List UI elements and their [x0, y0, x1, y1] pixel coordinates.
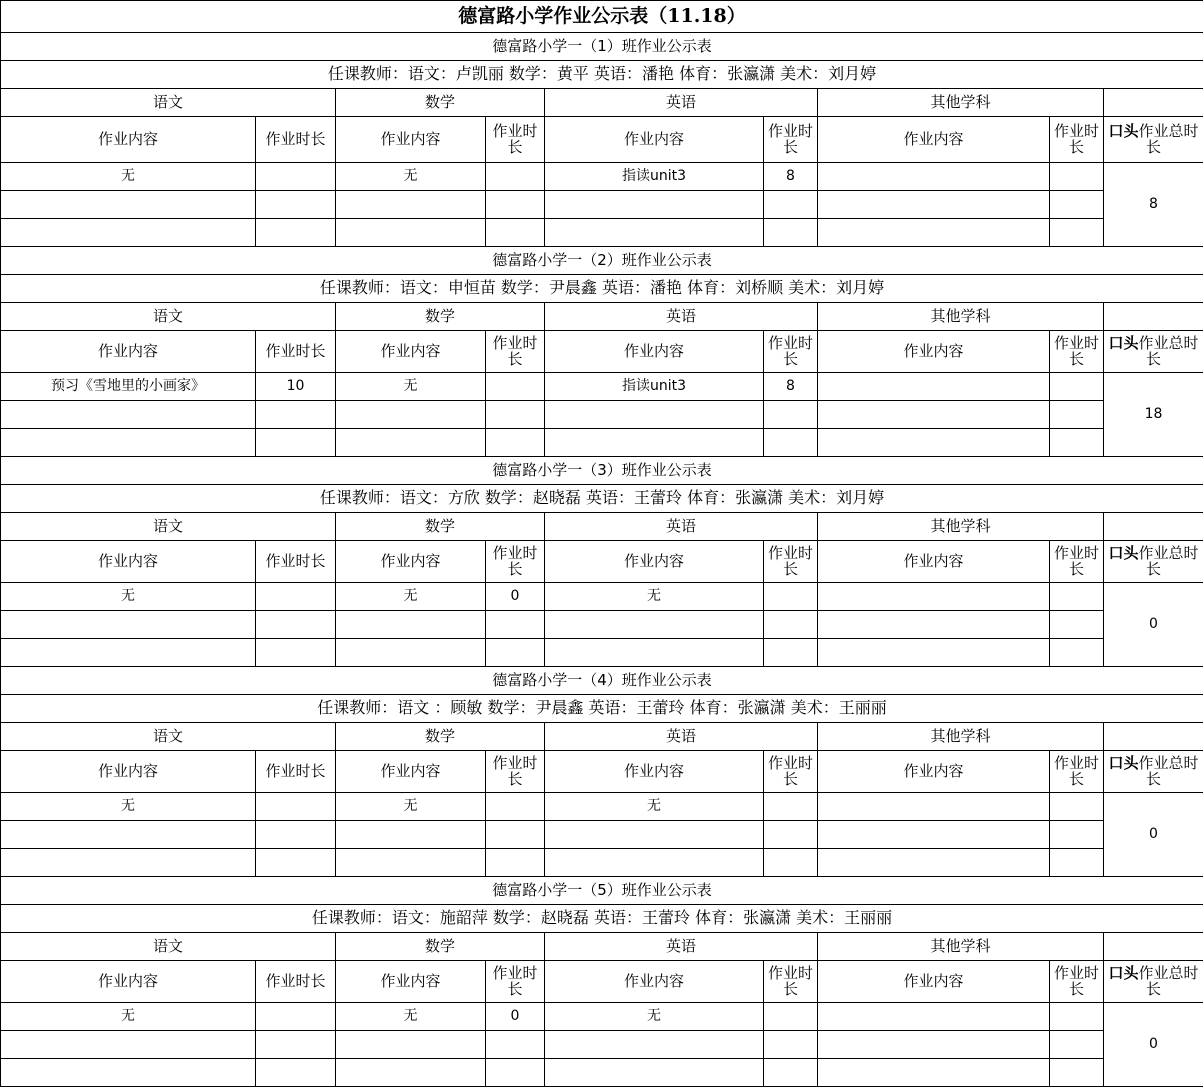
class-title: 德富路小学一（3）班作业公示表 — [1, 457, 1203, 485]
homework-duration-cell — [486, 821, 545, 849]
total-duration-cell: 0 — [1104, 1003, 1203, 1087]
homework-duration-cell — [256, 639, 336, 667]
homework-duration-cell — [486, 1059, 545, 1087]
sheet-title: 德富路小学作业公示表（11.18） — [1, 1, 1203, 33]
class-title: 德富路小学一（2）班作业公示表 — [1, 247, 1203, 275]
homework-content-cell — [336, 821, 486, 849]
teachers-line: 任课教师：语文：方欣 数学：赵晓磊 英语：王蕾玲 体育：张瀛潇 美术：刘月婷 — [1, 485, 1203, 513]
class-title: 德富路小学一（5）班作业公示表 — [1, 877, 1203, 905]
homework-duration-cell — [764, 849, 818, 877]
homework-duration-cell — [256, 163, 336, 191]
title-row — [1, 1, 1203, 33]
homework-duration-cell — [256, 429, 336, 457]
table-row — [1, 1003, 1203, 1031]
homework-duration-cell: 0 — [486, 1003, 545, 1031]
duration-header: 作业时长 — [256, 117, 336, 163]
content-header: 作业内容 — [336, 331, 486, 373]
duration-header: 作业时长 — [764, 961, 818, 1003]
class-title: 德富路小学一（1）班作业公示表 — [1, 33, 1203, 61]
homework-content-cell: 指读unit3 — [545, 373, 764, 401]
oral-total-label: 作业总时长 — [1139, 754, 1199, 788]
subject-header-row — [1, 933, 1203, 961]
homework-content-cell — [818, 401, 1050, 429]
homework-duration-cell — [486, 611, 545, 639]
homework-content-cell — [1, 611, 256, 639]
homework-duration-cell — [1050, 639, 1104, 667]
homework-duration-cell — [486, 849, 545, 877]
subject-header: 其他学科 — [818, 89, 1104, 117]
class-title: 德富路小学一（4）班作业公示表 — [1, 667, 1203, 695]
homework-duration-cell — [256, 583, 336, 611]
homework-duration-cell — [764, 219, 818, 247]
oral-total-label: 作业总时长 — [1139, 964, 1199, 998]
homework-content-cell — [1, 429, 256, 457]
oral-total-label: 作业总时长 — [1139, 544, 1199, 578]
content-header: 作业内容 — [818, 117, 1050, 163]
homework-duration-cell — [1050, 1031, 1104, 1059]
class-header-row — [1, 877, 1203, 905]
homework-duration-cell — [764, 1059, 818, 1087]
oral-label: 口头 — [1108, 122, 1138, 140]
homework-content-cell — [1, 401, 256, 429]
homework-content-cell — [336, 1059, 486, 1087]
table-row — [1, 849, 1203, 877]
oral-total-header — [1104, 331, 1203, 373]
blank-cell — [1104, 933, 1203, 961]
subject-header: 数学 — [336, 513, 545, 541]
oral-total-header — [1104, 541, 1203, 583]
subject-header: 英语 — [545, 303, 818, 331]
table-row — [1, 1059, 1203, 1087]
homework-duration-cell — [1050, 611, 1104, 639]
homework-duration-cell — [486, 639, 545, 667]
content-header: 作业内容 — [336, 751, 486, 793]
homework-content-cell — [545, 1059, 764, 1087]
oral-total-label: 作业总时长 — [1139, 334, 1199, 368]
table-row — [1, 583, 1203, 611]
content-header: 作业内容 — [1, 117, 256, 163]
homework-content-cell — [818, 583, 1050, 611]
content-header: 作业内容 — [545, 961, 764, 1003]
homework-duration-cell — [764, 1003, 818, 1031]
homework-duration-cell: 8 — [764, 373, 818, 401]
homework-content-cell — [818, 1059, 1050, 1087]
content-header: 作业内容 — [336, 961, 486, 1003]
oral-label: 口头 — [1108, 334, 1138, 352]
homework-content-cell: 无 — [545, 583, 764, 611]
subject-header: 英语 — [545, 89, 818, 117]
subject-header: 英语 — [545, 723, 818, 751]
duration-header: 作业时长 — [256, 541, 336, 583]
table-row — [1, 1031, 1203, 1059]
subject-header: 语文 — [1, 89, 336, 117]
duration-header: 作业时长 — [764, 541, 818, 583]
homework-duration-cell — [486, 793, 545, 821]
table-row — [1, 373, 1203, 401]
homework-content-cell — [545, 429, 764, 457]
subject-header-row — [1, 303, 1203, 331]
blank-cell — [1104, 513, 1203, 541]
homework-content-cell: 无 — [336, 163, 486, 191]
subject-header: 其他学科 — [818, 723, 1104, 751]
table-row — [1, 639, 1203, 667]
homework-content-cell: 无 — [545, 793, 764, 821]
homework-duration-cell — [764, 191, 818, 219]
homework-duration-cell — [486, 429, 545, 457]
oral-label: 口头 — [1108, 544, 1138, 562]
homework-duration-cell — [486, 373, 545, 401]
content-header: 作业内容 — [336, 541, 486, 583]
homework-duration-cell — [486, 401, 545, 429]
homework-duration-cell — [256, 1031, 336, 1059]
content-header: 作业内容 — [818, 331, 1050, 373]
homework-duration-cell — [256, 849, 336, 877]
homework-duration-cell — [486, 191, 545, 219]
homework-content-cell — [818, 191, 1050, 219]
homework-content-cell — [545, 821, 764, 849]
homework-content-cell — [818, 611, 1050, 639]
column-header-row — [1, 961, 1203, 1003]
subject-header: 数学 — [336, 303, 545, 331]
duration-header: 作业时长 — [486, 331, 545, 373]
class-header-row — [1, 247, 1203, 275]
homework-content-cell: 指读unit3 — [545, 163, 764, 191]
duration-header: 作业时长 — [1050, 117, 1104, 163]
content-header: 作业内容 — [545, 751, 764, 793]
homework-content-cell — [1, 1059, 256, 1087]
homework-duration-cell — [1050, 191, 1104, 219]
duration-header: 作业时长 — [764, 117, 818, 163]
homework-duration-cell — [1050, 849, 1104, 877]
teachers-row — [1, 275, 1203, 303]
homework-duration-cell: 8 — [764, 163, 818, 191]
subject-header: 语文 — [1, 933, 336, 961]
homework-content-cell — [818, 219, 1050, 247]
homework-duration-cell — [1050, 1003, 1104, 1031]
duration-header: 作业时长 — [486, 541, 545, 583]
teachers-row — [1, 485, 1203, 513]
content-header: 作业内容 — [1, 961, 256, 1003]
homework-duration-cell — [1050, 429, 1104, 457]
homework-duration-cell: 0 — [486, 583, 545, 611]
homework-duration-cell — [1050, 219, 1104, 247]
content-header: 作业内容 — [545, 117, 764, 163]
homework-content-cell: 无 — [1, 163, 256, 191]
oral-total-header — [1104, 961, 1203, 1003]
teachers-row — [1, 61, 1203, 89]
homework-duration-cell — [1050, 401, 1104, 429]
homework-duration-cell — [764, 583, 818, 611]
homework-content-cell — [545, 401, 764, 429]
content-header: 作业内容 — [1, 331, 256, 373]
subject-header: 英语 — [545, 933, 818, 961]
homework-duration-cell — [764, 1031, 818, 1059]
duration-header: 作业时长 — [486, 751, 545, 793]
homework-content-cell — [336, 849, 486, 877]
duration-header: 作业时长 — [764, 331, 818, 373]
table-row — [1, 793, 1203, 821]
homework-duration-cell — [764, 793, 818, 821]
homework-content-cell — [336, 429, 486, 457]
duration-header: 作业时长 — [486, 961, 545, 1003]
homework-duration-cell — [764, 401, 818, 429]
teachers-row — [1, 905, 1203, 933]
content-header: 作业内容 — [818, 961, 1050, 1003]
oral-label: 口头 — [1108, 964, 1138, 982]
blank-cell — [1104, 723, 1203, 751]
homework-content-cell — [336, 1031, 486, 1059]
homework-content-cell — [336, 611, 486, 639]
column-header-row — [1, 117, 1203, 163]
homework-content-cell — [336, 219, 486, 247]
homework-content-cell — [818, 821, 1050, 849]
duration-header: 作业时长 — [1050, 751, 1104, 793]
subject-header-row — [1, 723, 1203, 751]
homework-content-cell: 无 — [336, 1003, 486, 1031]
duration-header: 作业时长 — [1050, 331, 1104, 373]
homework-duration-cell — [764, 639, 818, 667]
homework-duration-cell — [764, 429, 818, 457]
duration-header: 作业时长 — [486, 117, 545, 163]
total-duration-cell: 18 — [1104, 373, 1203, 457]
homework-content-cell — [818, 849, 1050, 877]
homework-duration-cell — [486, 219, 545, 247]
duration-header: 作业时长 — [256, 331, 336, 373]
homework-content-cell: 无 — [1, 1003, 256, 1031]
homework-content-cell — [545, 611, 764, 639]
teachers-line: 任课教师：语文：施韶萍 数学：赵晓磊 英语：王蕾玲 体育：张瀛潇 美术：王丽丽 — [1, 905, 1203, 933]
table-row — [1, 401, 1203, 429]
total-duration-cell: 0 — [1104, 793, 1203, 877]
homework-duration-cell — [1050, 793, 1104, 821]
homework-content-cell — [818, 793, 1050, 821]
homework-duration-cell — [256, 191, 336, 219]
homework-duration-cell — [256, 1003, 336, 1031]
homework-duration-cell — [1050, 1059, 1104, 1087]
table-row — [1, 429, 1203, 457]
homework-content-cell — [818, 639, 1050, 667]
subject-header: 英语 — [545, 513, 818, 541]
oral-total-label: 作业总时长 — [1139, 122, 1199, 156]
subject-header: 数学 — [336, 723, 545, 751]
homework-content-cell — [818, 429, 1050, 457]
total-duration-cell: 8 — [1104, 163, 1203, 247]
homework-content-cell — [1, 1031, 256, 1059]
table-row — [1, 821, 1203, 849]
column-header-row — [1, 751, 1203, 793]
class-header-row — [1, 667, 1203, 695]
subject-header: 数学 — [336, 933, 545, 961]
subject-header-row — [1, 513, 1203, 541]
subject-header: 语文 — [1, 723, 336, 751]
homework-content-cell — [1, 219, 256, 247]
homework-content-cell: 无 — [1, 793, 256, 821]
homework-duration-cell — [256, 219, 336, 247]
class-header-row — [1, 33, 1203, 61]
blank-cell — [1104, 89, 1203, 117]
subject-header-row — [1, 89, 1203, 117]
content-header: 作业内容 — [1, 541, 256, 583]
oral-total-header — [1104, 117, 1203, 163]
total-duration-cell: 0 — [1104, 583, 1203, 667]
teachers-line: 任课教师：语文：申恒苗 数学：尹晨鑫 英语：潘艳 体育：刘桥顺 美术：刘月婷 — [1, 275, 1203, 303]
homework-duration-cell — [764, 821, 818, 849]
class-header-row — [1, 457, 1203, 485]
content-header: 作业内容 — [336, 117, 486, 163]
subject-header: 其他学科 — [818, 303, 1104, 331]
duration-header: 作业时长 — [764, 751, 818, 793]
column-header-row — [1, 541, 1203, 583]
homework-duration-cell — [1050, 373, 1104, 401]
subject-header: 语文 — [1, 303, 336, 331]
homework-duration-cell — [256, 401, 336, 429]
homework-content-cell — [1, 191, 256, 219]
homework-duration-cell — [256, 821, 336, 849]
homework-duration-cell — [486, 163, 545, 191]
homework-content-cell — [336, 401, 486, 429]
teachers-row — [1, 695, 1203, 723]
table-row — [1, 611, 1203, 639]
homework-content-cell — [545, 219, 764, 247]
homework-content-cell — [545, 639, 764, 667]
subject-header: 其他学科 — [818, 513, 1104, 541]
homework-content-cell — [1, 639, 256, 667]
homework-content-cell — [818, 373, 1050, 401]
homework-duration-cell — [1050, 583, 1104, 611]
homework-content-cell — [818, 1031, 1050, 1059]
homework-content-cell — [336, 191, 486, 219]
duration-header: 作业时长 — [1050, 541, 1104, 583]
teachers-line: 任课教师：语文：卢凯丽 数学：黄平 英语：潘艳 体育：张瀛潇 美术：刘月婷 — [1, 61, 1203, 89]
homework-content-cell — [818, 1003, 1050, 1031]
homework-content-cell: 无 — [1, 583, 256, 611]
blank-cell — [1104, 303, 1203, 331]
homework-content-cell: 无 — [336, 793, 486, 821]
homework-duration-cell — [256, 1059, 336, 1087]
homework-content-cell — [545, 191, 764, 219]
content-header: 作业内容 — [545, 541, 764, 583]
duration-header: 作业时长 — [256, 961, 336, 1003]
subject-header: 数学 — [336, 89, 545, 117]
homework-content-cell — [1, 821, 256, 849]
homework-content-cell — [545, 849, 764, 877]
homework-duration-cell — [1050, 163, 1104, 191]
homework-content-cell: 无 — [336, 583, 486, 611]
duration-header: 作业时长 — [256, 751, 336, 793]
table-row — [1, 163, 1203, 191]
homework-content-cell: 预习《雪地里的小画家》 — [1, 373, 256, 401]
homework-content-cell: 无 — [336, 373, 486, 401]
content-header: 作业内容 — [1, 751, 256, 793]
duration-header: 作业时长 — [1050, 961, 1104, 1003]
homework-duration-cell: 10 — [256, 373, 336, 401]
teachers-line: 任课教师：语文 ：顾敏 数学：尹晨鑫 英语：王蕾玲 体育：张瀛潇 美术：王丽丽 — [1, 695, 1203, 723]
homework-content-cell — [545, 1031, 764, 1059]
homework-duration-cell — [256, 793, 336, 821]
content-header: 作业内容 — [818, 751, 1050, 793]
table-row — [1, 191, 1203, 219]
subject-header: 语文 — [1, 513, 336, 541]
homework-content-cell — [336, 639, 486, 667]
homework-duration-cell — [1050, 821, 1104, 849]
content-header: 作业内容 — [545, 331, 764, 373]
table-row — [1, 219, 1203, 247]
oral-total-header — [1104, 751, 1203, 793]
subject-header: 其他学科 — [818, 933, 1104, 961]
homework-duration-cell — [764, 611, 818, 639]
content-header: 作业内容 — [818, 541, 1050, 583]
homework-content-cell — [818, 163, 1050, 191]
homework-duration-cell — [256, 611, 336, 639]
column-header-row — [1, 331, 1203, 373]
oral-label: 口头 — [1108, 754, 1138, 772]
homework-content-cell: 无 — [545, 1003, 764, 1031]
homework-duration-cell — [486, 1031, 545, 1059]
homework-content-cell — [1, 849, 256, 877]
